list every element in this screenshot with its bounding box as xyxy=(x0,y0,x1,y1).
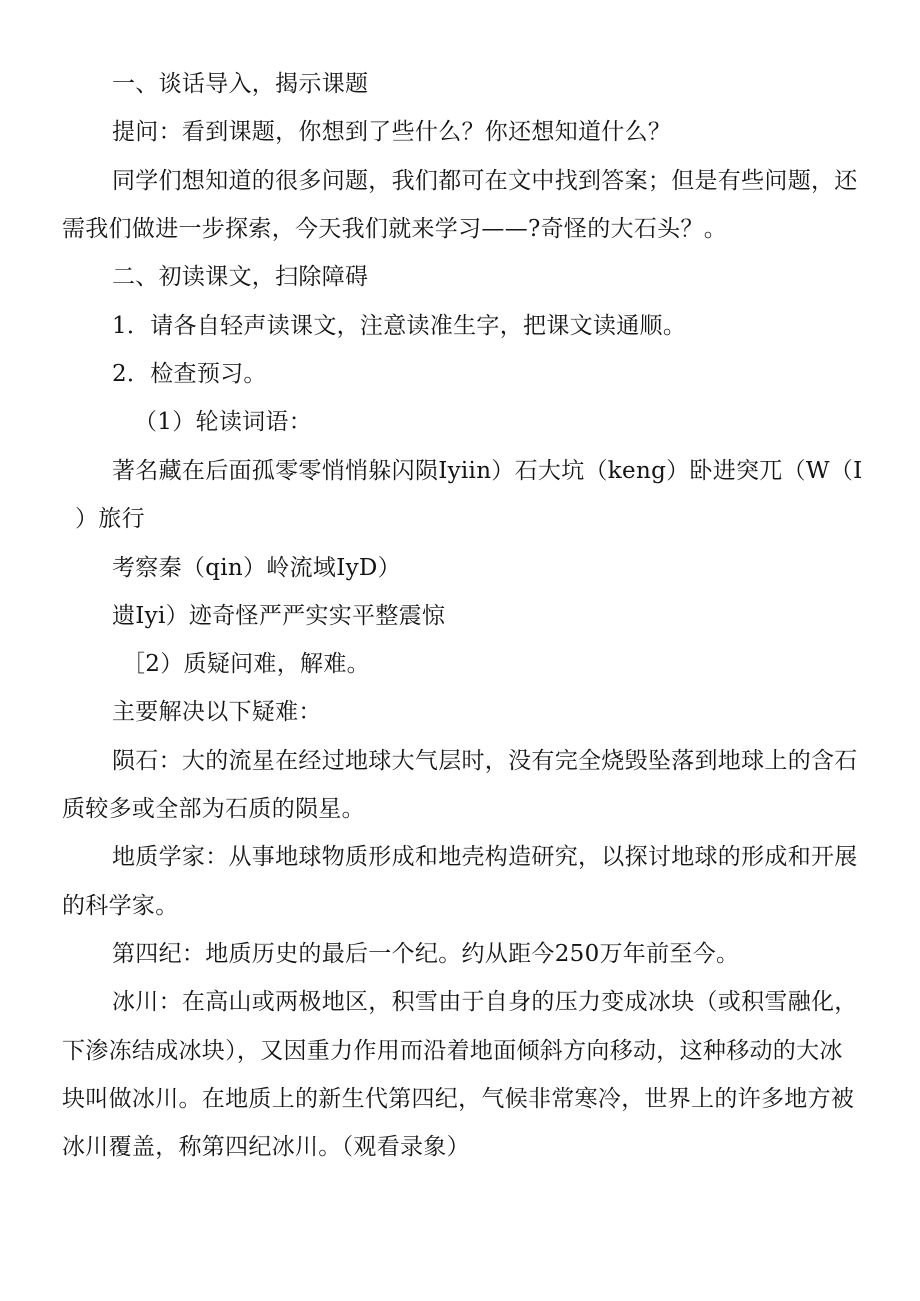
definition-glacier-line-2: 下渗冻结成冰块），又因重力作用而沿着地面倾斜方向移动，这种移动的大冰 xyxy=(62,1038,843,1064)
list-item-1: 1．请各自轻声读课文，注意读准生字，把课文读通顺。 xyxy=(112,313,687,339)
list-item-2: 2．检查预习。 xyxy=(112,361,267,387)
paragraph-intro-line-2: 需我们做进一步探索，今天我们就来学习——?奇怪的大石头？。 xyxy=(62,216,728,242)
definition-glacier-line-1: 冰川：在高山或两极地区，积雪由于自身的压力变成冰块（或积雪融化， xyxy=(112,989,858,1015)
vocabulary-line-1: 著名藏在后面孤零零悄悄躲闪陨Iyiin）石大坑（keng）卧进突兀（W（I xyxy=(112,458,863,484)
definition-glacier-line-3: 块叫做冰川。在地质上的新生代第四纪，气候非常寒冷，世界上的许多地方被 xyxy=(62,1086,855,1112)
definition-glacier-line-4: 冰川覆盖，称第四纪冰川。（观看录象） xyxy=(62,1134,470,1160)
paragraph-difficulties: 主要解决以下疑难： xyxy=(112,699,322,725)
definition-geologist-line-2: 的科学家。 xyxy=(62,893,179,919)
definition-meteorite-line-2: 质较多或全部为石质的陨星。 xyxy=(62,796,365,822)
vocabulary-line-2: 考察秦（qin）岭流域IyD） xyxy=(112,555,401,581)
vocabulary-line-1-cont: ）旅行 xyxy=(75,506,145,532)
sub-item-1: （1）轮读词语： xyxy=(134,409,313,435)
sub-item-2: ［2）质疑问难，解难。 xyxy=(122,651,370,677)
definition-quaternary: 第四纪：地质历史的最后一个纪。约从距今250万年前至今。 xyxy=(112,941,740,967)
definition-meteorite-line-1: 陨石：大的流星在经过地球大气层时，没有完全烧毁坠落到地球上的含石 xyxy=(112,748,858,774)
section-heading-2: 二、初读课文，扫除障碍 xyxy=(112,264,369,290)
section-heading-1: 一、谈话导入，揭示课题 xyxy=(112,71,369,97)
vocabulary-line-3: 遗Iyi）迹奇怪严严实实平整震惊 xyxy=(112,603,446,629)
paragraph-intro-line-1: 同学们想知道的很多问题，我们都可在文中找到答案；但是有些问题，还 xyxy=(112,168,858,194)
paragraph-question: 提问：看到课题，你想到了些什么？你还想知道什么？ xyxy=(112,119,672,145)
definition-geologist-line-1: 地质学家：从事地球物质形成和地壳构造研究，以探讨地球的形成和开展 xyxy=(112,844,858,870)
